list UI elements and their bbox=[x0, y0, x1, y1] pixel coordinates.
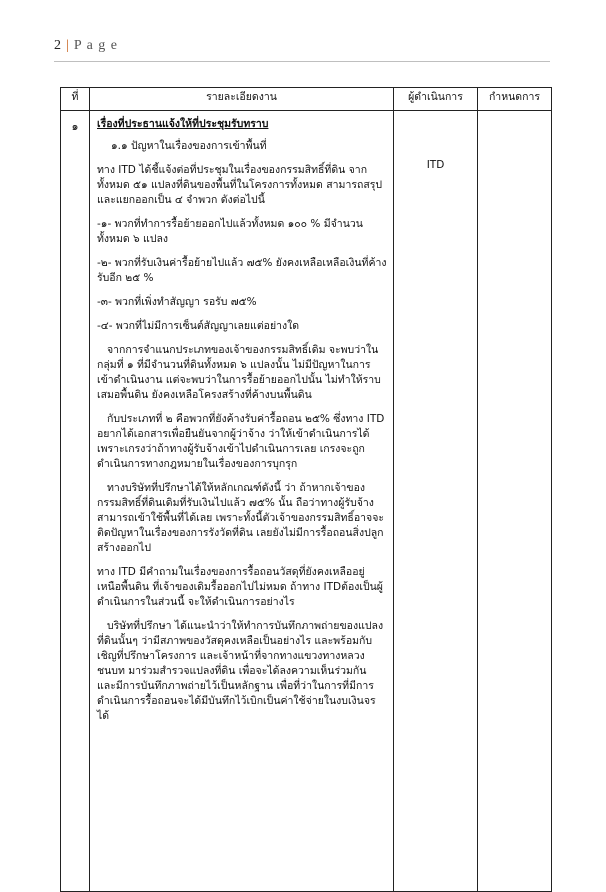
row-number: ๑ bbox=[61, 111, 90, 892]
page-word: P a g e bbox=[73, 38, 119, 53]
table-row bbox=[61, 111, 552, 892]
detail-paragraph: จากการจำแนกประเภทของเจ้าของกรรมสิทธิ์เดิม จะพบว่าในกลุ่มที่ ๑ ที่มีจำนวนที่ดินทั้งหมด ๖ แปลงนั้น ไม่มีปัญหาในการเข้าดำเนินงาน แต่จะพบว่าในการรื้อย้ายออกไปนั้น ไม่ทำให้ราบเสมอพื้นดิน ยังคงเหลือโครงสร้างที่ค้างบนพื้นดิน bbox=[97, 344, 381, 401]
detail-paragraph: -๔- พวกที่ไม่มีการเซ็นต์สัญญาเลยแต่อย่างใด bbox=[97, 320, 300, 332]
table-header-row bbox=[61, 88, 552, 111]
detail-paragraph: ทาง ITD ได้ชี้แจ้งต่อที่ประชุมในเรื่องของกรรมสิทธิ์ที่ดิน จากทั้งหมด ๕๑ แปลงที่ดินของพื้นที่ในโครงการทั้งหมด สามารถสรุปและแยกออกเป็น ๔ จำพวก ดังต่อไปนี้ bbox=[97, 164, 383, 206]
detail-paragraph: บริษัทที่ปรึกษา ได้แนะนำว่าให้ทำการบันทึกภาพถ่ายของแปลงที่ดินนั้นๆ ว่ามีสภาพของวัสดุคงเหลือเป็นอย่างไร และพร้อมกับเชิญที่ปรึกษาโครงการ และเจ้าหน้าที่จากทางแขวงทางหลวงชนบท มาร่วมสำรวจแปลงที่ดิน เพื่อจะได้ลงความเห็นร่วมกัน และมีการบันทึกภาพถ่ายไว้เป็นหลักฐาน เพื่อที่ว่าในการที่มีการดำเนินการรื้อถอนจะได้มีบันทึกไว้เบิกเป็นค่าใช้จ่ายในงบเงินจรได้ bbox=[97, 620, 384, 722]
detail-paragraph: กับประเภทที่ ๒ คือพวกที่ยังค้างรับค่ารื้อถอน ๒๕% ซึ่งทาง ITD อยากได้เอกสารเพื่อยืนยันจากผู้ว่าจ้าง ว่าให้เข้าดำเนินการได้ เพราะเกรงว่าถ้าทางผู้รับจ้างเข้าไปดำเนินการเลย เกรงจะถูกดำเนินการทางกฎหมายในเรื่องของการบุกรุก bbox=[97, 413, 385, 470]
due-cell bbox=[478, 111, 552, 892]
col-header-due: กำหนดการ bbox=[478, 88, 552, 111]
detail-paragraph: -๒- พวกที่รับเงินค่ารื้อย้ายไปแล้ว ๗๕% ยังคงเหลือเหลือเงินที่ค้างรับอีก ๒๕ % bbox=[97, 257, 387, 284]
detail-paragraph: ทางบริษัทที่ปรึกษาได้ให้หลักเกณฑ์ดังนี้ ว่า ถ้าหากเจ้าของกรรมสิทธิ์ที่ดินเดิมที่รับเงินไปแล้ว ๗๕% นั้น ถือว่าทางผู้รับจ้างสามารถเข้าใช้พื้นที่ได้เลย เพราะทั้งนี้ตัวเจ้าของกรรมสิทธิ์อาจจะติดปัญหาในเรื่องของการรังวัดที่ดิน เลยยังไม่มีการรื้อถอนสิ่งปลูกสร้างออกไป bbox=[97, 482, 384, 554]
owner-cell: ITD bbox=[394, 111, 478, 892]
col-header-detail: รายละเอียดงาน bbox=[90, 88, 394, 111]
detail-paragraph: -๓- พวกที่เพิ่งทำสัญญา รอรับ ๗๕% bbox=[97, 296, 257, 308]
col-header-owner: ผู้ดำเนินการ bbox=[394, 88, 478, 111]
header-rule bbox=[54, 61, 550, 62]
detail-paragraph: ทาง ITD มีคำถามในเรื่องของการรื้อถอนวัสดุที่ยังคงเหลืออยู่เหนือพื้นดิน ที่เจ้าของเดิมรื้อออกไปไม่หมด ถ้าทาง ITDต้องเป็นผู้ดำเนินการในส่วนนี้ จะให้ดำเนินการอย่างไร bbox=[97, 566, 383, 608]
page-separator: | bbox=[66, 38, 70, 53]
col-header-no: ที่ bbox=[61, 88, 90, 111]
meeting-table bbox=[60, 87, 552, 892]
detail-cell bbox=[90, 111, 394, 892]
agenda-title: เรื่องที่ประธานแจ้งให้ที่ประชุมรับทราบ bbox=[97, 118, 269, 130]
detail-paragraph: -๑- พวกที่ทำการรื้อย้ายออกไปแล้วทั้งหมด ๑๐๐ % มีจำนวนทั้งหมด ๖ แปลง bbox=[97, 218, 363, 245]
detail-paragraph: ๑.๑ ปัญหาในเรื่องของการเข้าพื้นที่ bbox=[111, 140, 267, 152]
page-number: 2 bbox=[54, 38, 62, 53]
page-header bbox=[54, 38, 118, 54]
